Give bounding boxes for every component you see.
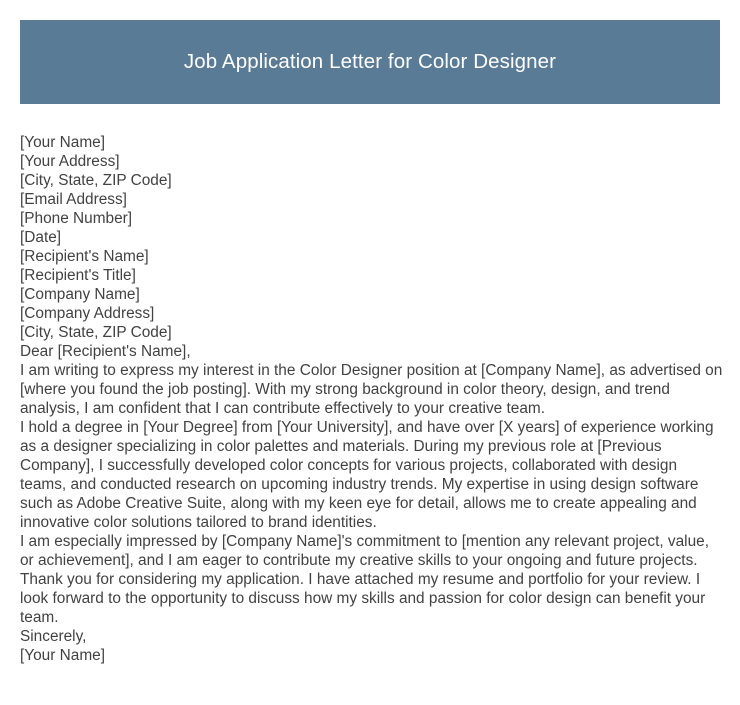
sender-phone: [Phone Number]	[20, 210, 133, 227]
sender-address: [Your Address]	[20, 153, 120, 170]
company-city-state-zip: [City, State, ZIP Code]	[20, 324, 172, 341]
recipient-title: [Recipient's Title]	[20, 267, 136, 284]
signature: [Your Name]	[20, 647, 105, 664]
letter-date: [Date]	[20, 229, 62, 246]
closing: Sincerely,	[20, 628, 87, 645]
title-banner	[20, 20, 720, 104]
company-name: [Company Name]	[20, 286, 140, 303]
recipient-name: [Recipient's Name]	[20, 248, 149, 265]
page-title: Job Application Letter for Color Designer	[183, 50, 557, 73]
paragraph-intro: I am writing to express my interest in the Color Designer position at [Company Name], as advertised on [where you found the job posting]. With my strong background in color theory, design, and trend analysis, I am confident that I can contribute effectively to your creative team.	[20, 362, 723, 417]
paragraph-experience: I hold a degree in [Your Degree] from [Your University], and have over [X years] of experience working as a designer specializing in color palettes and materials. During my previous role at [Previous Company], I successfully developed color concepts for various projects, collaborated with design teams, and conducted research on upcoming industry trends. My expertise in using design software such as Adobe Creative Suite, along with my keen eye for detail, allows me to create appealing and innovative color solutions tailored to brand identities.	[20, 419, 714, 531]
paragraph-thanks: Thank you for considering my application. I have attached my resume and portfolio for your review. I look forward to the opportunity to discuss how my skills and passion for color design can benefit your team.	[20, 571, 706, 626]
salutation: Dear [Recipient's Name],	[20, 343, 191, 360]
company-address: [Company Address]	[20, 305, 155, 322]
letter-body	[20, 133, 724, 665]
sender-city-state-zip: [City, State, ZIP Code]	[20, 172, 172, 189]
sender-email: [Email Address]	[20, 191, 127, 208]
paragraph-company-interest: I am especially impressed by [Company Name]'s commitment to [mention any relevant project, value, or achievement], and I am eager to contribute my creative skills to your ongoing and future projects.	[20, 533, 709, 569]
sender-name: [Your Name]	[20, 134, 105, 151]
